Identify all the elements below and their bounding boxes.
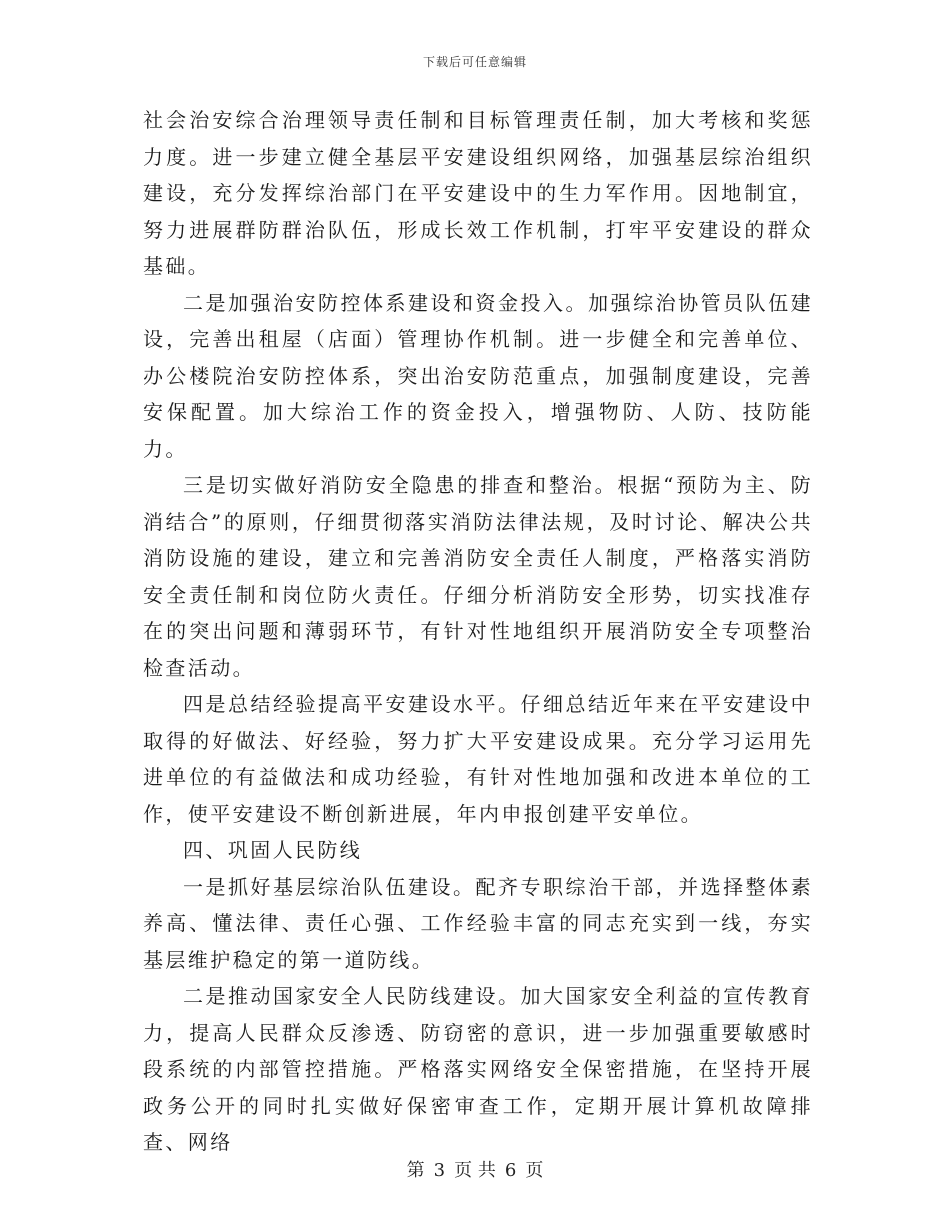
header-note: 下载后可任意编辑 bbox=[422, 55, 527, 69]
document-body bbox=[143, 102, 813, 1161]
footer-prefix: 第 bbox=[406, 1160, 425, 1181]
paragraph-fire-safety: 三是切实做好消防安全隐患的排查和整治。根据“预防为主、防消结合”的原则，仔细贯彻落实消防法律法规，及时讨论、解决公共消防设施的建设，建立和完善消防安全责任人制度，严格落实消防安全责任制和岗位防火责任。仔细分析消防安全形势，切实找准存在的突出问题和薄弱环节，有针对性地组织开展消防安全专项整治检查活动。 bbox=[143, 473, 813, 680]
paragraph-experience-summary: 四是总结经验提高平安建设水平。仔细总结近年来在平安建设中取得的好做法、好经验，努力扩大平安建设成果。充分学习运用先进单位的有益做法和成功经验，有针对性地加强和改进本单位的工作，使平安建设不断创新进展，年内申报创建平安单位。 bbox=[143, 692, 813, 826]
footer-suffix: 页 bbox=[525, 1160, 544, 1181]
paragraph-national-security: 二是推动国家安全人民防线建设。加大国家安全利益的宣传教育力，提高人民群众反渗透、防窃密的意识，进一步加强重要敏感时段系统的内部管控措施。严格落实网络安全保密措施，在坚持开展政务公开的同时扎实做好保密审查工作，定期开展计算机故障排查、网络 bbox=[143, 984, 813, 1154]
page-number: 3 bbox=[433, 1160, 446, 1181]
page-footer bbox=[0, 1156, 950, 1182]
footer-middle: 页 共 bbox=[454, 1160, 496, 1181]
paragraph-grassroots-team: 一是抓好基层综治队伍建设。配齐专职综治干部，并选择整体素养高、懂法律、责任心强、工作经验丰富的同志充实到一线，夯实基层维护稳定的第一道防线。 bbox=[143, 874, 813, 972]
page-total: 6 bbox=[504, 1160, 517, 1181]
paragraph-security-control: 二是加强治安防控体系建设和资金投入。加强综治协管员队伍建设，完善出租屋（店面）管理协作机制。进一步健全和完善单位、办公楼院治安防控体系，突出治安防范重点，加强制度建设，完善安保配置。加大综治工作的资金投入，增强物防、人防、技防能力。 bbox=[143, 290, 813, 461]
section-heading: 四、巩固人民防线 bbox=[183, 838, 363, 862]
paragraph-continued: 社会治安综合治理领导责任制和目标管理责任制，加大考核和奖惩力度。进一步建立健全基层平安建设组织网络，加强基层综治组织建设，充分发挥综治部门在平安建设中的生力军作用。因地制宜，努力进展群防群治队伍，形成长效工作机制，打牢平安建设的群众基础。 bbox=[143, 108, 813, 278]
